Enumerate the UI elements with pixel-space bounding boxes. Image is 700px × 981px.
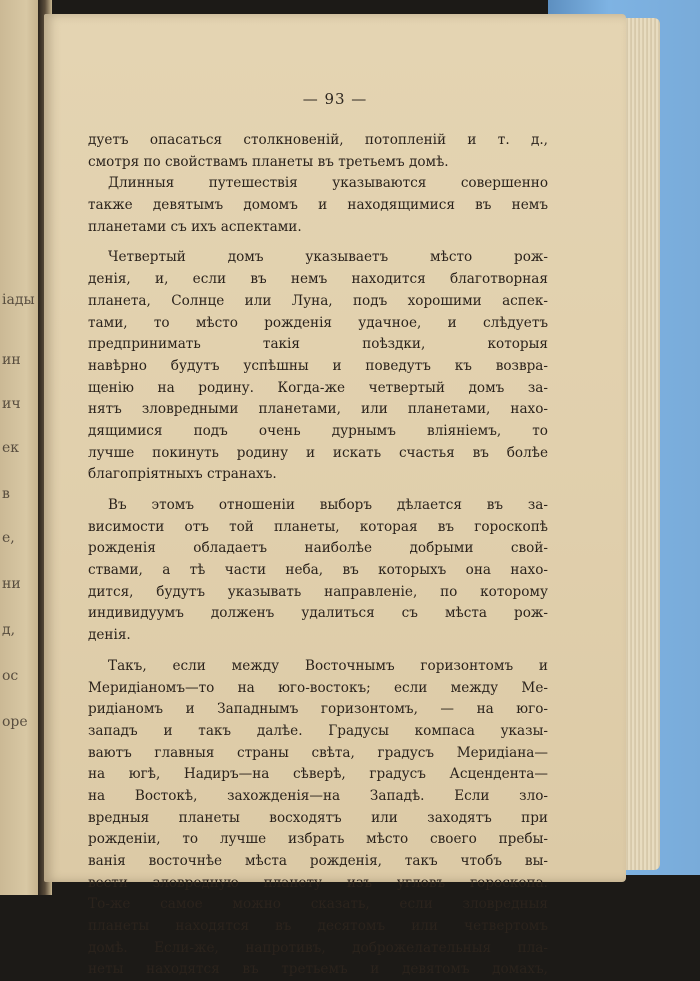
left-page-fragment: ос	[2, 668, 19, 684]
text-line: планетами съ ихъ аспектами.	[88, 218, 302, 235]
text-line: смотря по свойствамъ планеты въ третьемъ домѣ.	[88, 153, 449, 170]
paragraph	[88, 656, 548, 981]
text-line: Въ этомъ отношеніи выборъ дѣлается въ за-	[108, 497, 548, 513]
text-line: западъ и такъ далѣе. Градусы компаса указы-	[88, 722, 548, 739]
text-line: рожденіи, то лучше избрать мѣсто своего пребы-	[88, 831, 548, 848]
text-line: вредныя планеты восходятъ или заходятъ при	[88, 809, 548, 826]
text-line: ридіаномъ и Западнымъ горизонтомъ, — на юго-	[88, 701, 548, 718]
text-line: ствами, а тѣ части неба, въ которыхъ она нахо-	[88, 562, 548, 579]
text-line: тами, то мѣсто рожденія удачное, и слѣдуетъ	[88, 314, 548, 331]
text-line: навѣрно будутъ успѣшны и поведутъ къ возвра-	[88, 357, 548, 374]
text-line: вести зловредную планету изъ угловъ гороскопа.	[88, 874, 548, 891]
left-page-fragment: в	[2, 486, 10, 502]
text-line: планеты находятся въ десятомъ или четвертомъ	[88, 918, 548, 935]
text-line: Такъ, если между Восточнымъ горизонтомъ и	[108, 657, 548, 674]
left-page-fragment: е,	[2, 530, 15, 546]
paragraph	[88, 130, 548, 173]
left-page-fragment: д,	[2, 622, 16, 638]
book-page	[44, 14, 626, 978]
text-line: висимости отъ той планеты, которая въ гороскопѣ	[88, 518, 548, 535]
text-line: на югѣ, Надиръ—на сѣверѣ, градусъ Асцендента—	[88, 766, 548, 783]
left-page-fragment: ек	[2, 440, 20, 456]
text-line: индивидуумъ долженъ удалиться съ мѣста рож-	[88, 605, 548, 622]
text-line: Меридіаномъ—то на юго-востокъ; если между Ме-	[88, 679, 548, 696]
left-page-fragment: ич	[2, 396, 21, 412]
paragraph	[88, 247, 548, 486]
text-line: Четвертый домъ указываетъ мѣсто рож-	[108, 249, 548, 266]
text-line: Длинныя путешествія указываются совершенно	[108, 175, 548, 192]
page-number: — 93 —	[302, 90, 368, 108]
text-line: на Востокѣ, захожденія—на Западѣ. Если зло-	[88, 787, 548, 804]
text-line: нятъ зловредными планетами, или планетами, нахо-	[88, 401, 548, 418]
text-line: благопріятныхъ странахъ.	[88, 466, 277, 483]
paragraph	[88, 495, 548, 647]
text-line: рожденія обладаетъ наиболѣе добрыми свой-	[88, 540, 548, 557]
text-line: щенію на родину. Когда-же четвертый домъ за-	[88, 379, 548, 396]
text-line: планета, Солнце или Луна, подъ хорошими аспек-	[88, 292, 548, 309]
text-line: дится, будутъ указывать направленіе, по которому	[88, 583, 548, 600]
left-page-fragment: оре	[2, 714, 28, 730]
text-line: ваютъ главныя страны свѣта, градусъ Меридіана—	[88, 744, 548, 761]
text-line: денія, и, если въ немъ находится благотворная	[88, 271, 548, 288]
left-page-fragment: ни	[2, 576, 21, 592]
text-line: предпринимать такія поѣздки, которыя	[88, 336, 548, 353]
left-page-fragment: ин	[2, 352, 21, 368]
text-line: дящимися подъ очень дурнымъ вліяніемъ, то	[88, 422, 548, 439]
text-line: домѣ. Если-же, напротивъ, доброжелательныя пла-	[88, 939, 548, 956]
text-line: также девятымъ домомъ и находящимися въ немъ	[88, 197, 548, 214]
paragraph	[88, 173, 548, 238]
text-line: дуетъ опасаться столкновеній, потопленій и т. д.,	[88, 132, 548, 148]
text-line: денія.	[88, 627, 131, 644]
page-text	[88, 130, 548, 981]
text-line: То-же самое можно сказать, если зловредныя	[88, 896, 548, 913]
text-line: лучше покинуть родину и искать счастья въ болѣе	[88, 444, 548, 461]
left-page-fragment: іады	[2, 292, 35, 308]
text-line: ванія восточнѣе мѣста рожденія, такъ чтобъ вы-	[88, 853, 548, 869]
text-line: неты находятся въ третьемъ и девятомъ домахъ,	[88, 961, 548, 978]
